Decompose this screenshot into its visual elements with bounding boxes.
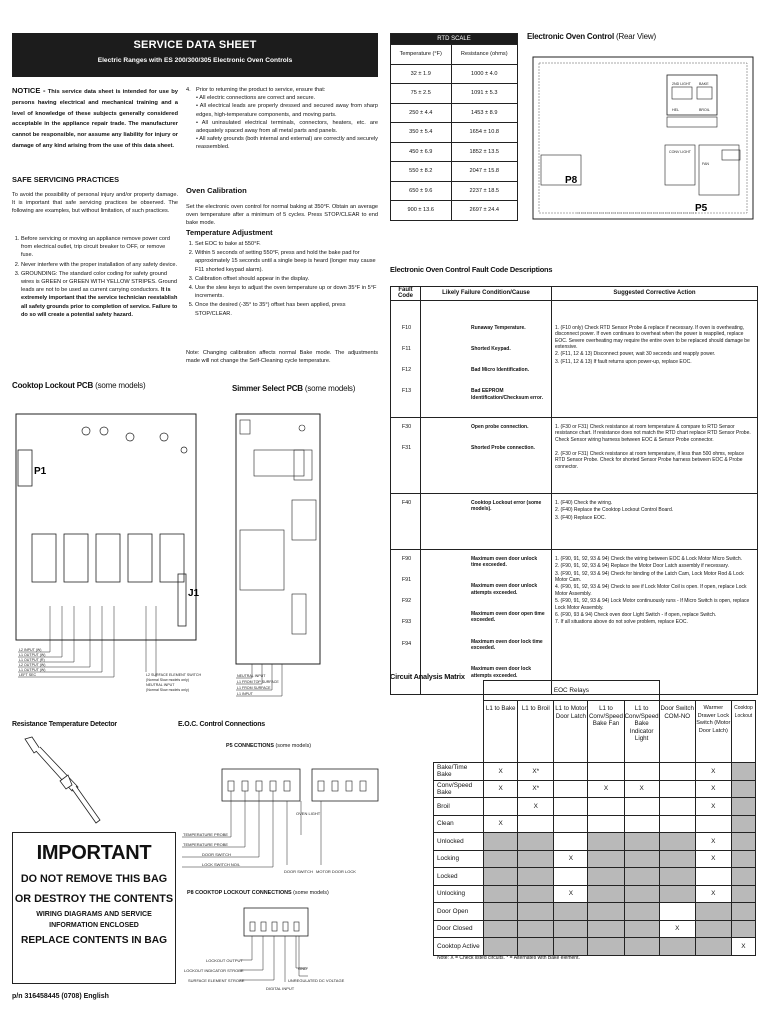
matrix-cell — [588, 868, 624, 886]
matrix-cell: X — [731, 938, 755, 956]
matrix-col: L1 to Bake — [484, 701, 518, 763]
matrix-row-label: Conv/Speed Bake — [434, 780, 484, 798]
fault-col-action: Suggested Corrective Action — [552, 287, 758, 301]
matrix-cell — [588, 798, 624, 816]
matrix-row — [434, 938, 756, 956]
rtd-row: 350 ± 5.4 1654 ± 10.8 — [391, 123, 518, 143]
important-line-4: INFORMATION ENCLOSED — [49, 922, 139, 929]
cooktop-pcb-diagram — [12, 410, 202, 710]
matrix-cell — [484, 868, 518, 886]
matrix-cell: X — [484, 763, 518, 781]
cal-step-4: 4. Use the slew keys to adjust the oven temperature up or down 35°F in 5°F increments. — [195, 284, 378, 300]
matrix-row — [434, 833, 756, 851]
rtd-col-res: Resistance (ohms) — [451, 45, 518, 65]
matrix-cell: X — [554, 850, 588, 868]
calibration-heading: Oven Calibration — [186, 186, 247, 195]
matrix-cell — [484, 920, 518, 938]
p1-label: P1 — [34, 466, 47, 477]
svg-text:TEMPERATURE PROBE: TEMPERATURE PROBE — [183, 842, 229, 847]
svg-text:2ND LIGHT: 2ND LIGHT — [672, 82, 691, 86]
matrix-row-label: Broil — [434, 798, 484, 816]
eoc-conn-heading: E.O.C. Control Connections — [178, 721, 265, 728]
matrix-heading: Circuit Analysis Matrix — [390, 672, 465, 681]
svg-text:L1 OUTPUT (W): L1 OUTPUT (W) — [19, 653, 46, 657]
calibration-steps — [186, 240, 378, 319]
svg-text:LEFT SEC: LEFT SEC — [19, 673, 37, 677]
p5-connections-label: P5 CONNECTIONS (some models) — [226, 743, 312, 749]
fault-row-f10: F10 F11 F12 F13 Runaway Temperature. Shorted Keypad. Bad Micro Identification. Bad EEPROM Identification/Checksum error. 1. (F10 only) Check RTD Sensor Probe & replace if necessary. If oven is overheating, disconnect power. If oven continues to overheat when the power is reapplied, replace EOC. Severe overheating may require the entire oven to be replaced should damage be extensive. 2. (F11, 12 & 13) Disconnect power, wait 30 seconds and reapply power. 3. (F11, 12 & 13) If fault returns upon power-up, replace EOC. — [391, 300, 758, 417]
matrix-note: Note: X = Check listed circuits. * = Alternates with Bake element. — [437, 955, 580, 961]
matrix-cell — [624, 815, 659, 833]
rtd-row: 75 ± 2.5 1091 ± 5.3 — [391, 84, 518, 104]
temp-adjust-heading: Temperature Adjustment — [186, 228, 273, 237]
svg-text:L1 OUTPUT (W): L1 OUTPUT (W) — [19, 668, 46, 672]
matrix-row-label: Door Closed — [434, 920, 484, 938]
matrix-cell — [518, 868, 554, 886]
matrix-col: L1 to Conv/Speed Bake Indicator Light — [624, 701, 659, 763]
matrix-row — [434, 780, 756, 798]
matrix-cell — [554, 815, 588, 833]
matrix-cell: X* — [518, 780, 554, 798]
safe-list — [12, 235, 178, 320]
matrix-row-label: Unlocked — [434, 833, 484, 851]
matrix-row — [434, 920, 756, 938]
matrix-row — [434, 798, 756, 816]
simmer-pcb-diagram — [232, 410, 382, 710]
matrix-cell — [624, 868, 659, 886]
matrix-row-label: Locking — [434, 850, 484, 868]
matrix-cell — [624, 833, 659, 851]
matrix-cell — [731, 885, 755, 903]
prior-bullet-4: • All safety grounds (both internal and external) are correctly and securely reassembled. — [196, 136, 378, 151]
matrix-cell: X — [695, 833, 731, 851]
svg-text:MOTOR DOOR LOCK: MOTOR DOOR LOCK — [316, 869, 356, 874]
doc-title: SERVICE DATA SHEET — [133, 39, 257, 51]
matrix-row — [434, 763, 756, 781]
important-line-3: WIRING DIAGRAMS AND SERVICE — [36, 911, 152, 918]
matrix-cell — [624, 903, 659, 921]
matrix-cell — [554, 780, 588, 798]
p8-label: P8 — [565, 175, 578, 186]
fault-heading: Electronic Oven Control Fault Code Descriptions — [390, 265, 553, 274]
rtd-scale-table — [390, 33, 518, 221]
matrix-cell — [731, 868, 755, 886]
svg-text:DOOR SWITCH: DOOR SWITCH — [202, 852, 231, 857]
svg-text:TEMPERATURE PROBE: TEMPERATURE PROBE — [183, 832, 229, 837]
matrix-cell — [518, 938, 554, 956]
matrix-cell — [659, 815, 695, 833]
matrix-col: Warmer Drawer Lock Switch (Motor Door Latch) — [695, 701, 731, 763]
matrix-cell — [731, 815, 755, 833]
rtd-row: 450 ± 6.9 1852 ± 13.5 — [391, 142, 518, 162]
matrix-cell: X — [695, 798, 731, 816]
matrix-cell — [624, 885, 659, 903]
matrix-cell — [518, 885, 554, 903]
eoc-rear-diagram — [527, 45, 759, 225]
svg-text:LOCKOUT INDICATOR STROBE: LOCKOUT INDICATOR STROBE — [184, 968, 244, 973]
matrix-cell — [624, 763, 659, 781]
matrix-cell — [624, 938, 659, 956]
matrix-cell — [484, 850, 518, 868]
cal-step-5: 5. Once the desired (-35° to 35°) offset has been applied, press STOP/CLEAR. — [195, 301, 378, 317]
matrix-cell — [554, 798, 588, 816]
rtd-row: 550 ± 8.2 2047 ± 15.8 — [391, 162, 518, 182]
matrix-cell — [731, 833, 755, 851]
matrix-cell — [659, 885, 695, 903]
svg-text:(Normal Slow models only): (Normal Slow models only) — [146, 688, 189, 692]
matrix-row-label: Door Open — [434, 903, 484, 921]
fault-row-f90: F90 F91 F92 F93 F94 Maximum oven door unlock time exceeded. Maximum oven door unlock attempts exceeded. Maximum oven door open time exceeded. Maximum oven door lock time exceeded. Maximum oven door lock attempts exceeded. 1. (F90, 91, 92, 93 & 94) Check the wiring between EOC & Lock Motor Micro Switch. 2. (F90, 91, 92, 93 & 94) Replace the Motor Door Latch assembly if necessary. 3. (F90, 91, 92, 93 & 94) Check for binding of the Latch Cam, Lock Motor Rod & Lock Motor Cam. 4. (F90, 91, 92, 93 & 94) Check to see if Lock Motor Coil is open. If open, replace Lock Motor Assembly. 5. (F90, 91, 92, 93 & 94) Lock Motor continuously runs - If Micro Switch is open, replace Lock Motor Assembly. 6. (F90, 93 & 94) Check oven door Light Switch - if open, replace Switch. 7. If all situations above do not solve problem, replace EOC. — [391, 549, 758, 694]
matrix-row — [434, 815, 756, 833]
rtd-row: 650 ± 9.6 2237 ± 18.5 — [391, 181, 518, 201]
matrix-cell: X — [484, 780, 518, 798]
p8-connections-label: P8 COOKTOP LOCKOUT CONNECTIONS (some models) — [187, 890, 329, 896]
matrix-body — [434, 763, 756, 956]
matrix-cell — [588, 815, 624, 833]
matrix-cell — [624, 920, 659, 938]
matrix-cell: X — [659, 920, 695, 938]
matrix-col: Door Switch COM-NO — [659, 701, 695, 763]
prior-bullet-1: • All electric connections are correct and secure. — [196, 95, 316, 102]
matrix-cell — [554, 763, 588, 781]
matrix-row-label: Clean — [434, 815, 484, 833]
matrix-cell — [554, 938, 588, 956]
matrix-row-label: Cooktop Active — [434, 938, 484, 956]
eoc-rear-heading: Electronic Oven Control (Rear View) — [527, 32, 656, 41]
matrix-cell: X — [695, 850, 731, 868]
matrix-cell — [731, 850, 755, 868]
rtd-probe-icon — [20, 735, 120, 835]
matrix-cell — [518, 815, 554, 833]
matrix-cell — [731, 763, 755, 781]
j1-label: J1 — [188, 588, 200, 599]
prior-section: 4. Prior to returning the product to service, ensure that: • All electric connections are correct and secure. • All electrical leads are properly dressed and secured away from sharp edges, high-temperature components, and moving parts. • All uninsulated electrical terminals, connectors, heaters, etc. are adequately spaced away from all metal parts and panels. • All safety grounds (both internal and external) are correctly and securely reassembled. — [186, 87, 378, 151]
matrix-cell: X — [695, 763, 731, 781]
matrix-cell — [659, 938, 695, 956]
matrix-cell — [588, 850, 624, 868]
p8-connector-diagram — [180, 902, 380, 1002]
fault-row-f40: F40 Cooktop Lockout error (some models). 1. (F40) Check the wiring. 2. (F40) Replace the Cooktop Lockout Control Board. 3. (F40) Replace EOC. — [391, 493, 758, 549]
matrix-cell — [731, 780, 755, 798]
simmer-pcb-heading: Simmer Select PCB (some models) — [232, 384, 356, 393]
svg-text:DOOR SWITCH: DOOR SWITCH — [284, 869, 313, 874]
matrix-row — [434, 850, 756, 868]
matrix-cell — [695, 868, 731, 886]
svg-text:BROIL: BROIL — [699, 108, 710, 112]
safe-heading: SAFE SERVICING PRACTICES — [12, 175, 120, 184]
svg-text:GND: GND — [298, 966, 307, 971]
matrix-cell — [659, 780, 695, 798]
matrix-cell — [484, 903, 518, 921]
matrix-cell — [659, 850, 695, 868]
matrix-cell — [659, 798, 695, 816]
matrix-col: Cooktop Lockout — [731, 701, 755, 763]
prior-bullet-3: • All uninsulated electrical terminals, connectors, heaters, etc. are adequately spaced away from all metal parts and panels. — [196, 119, 378, 135]
matrix-cell: X — [484, 815, 518, 833]
svg-text:L2 OUTPUT (W): L2 OUTPUT (W) — [19, 663, 46, 667]
fault-row-f30: F30 F31 Open probe connection. Shorted Probe connection. 1. (F30 or F31) Check resistance at room temperature & compare to RTD Sensor resistance chart. If resistance does not match the RTD chart replace RTD Sensor Probe. Check Sensor wiring harness between EOC & Sensor Probe connector. 2. (F30 or F31) Check resistance at room temperature, if less than 500 ohms, replace RTD Sensor Probe. Check for shorted Sensor Probe harness between EOC & Probe connector. — [391, 417, 758, 493]
matrix-cell — [659, 833, 695, 851]
matrix-cell — [554, 920, 588, 938]
svg-text:L2 INPUT (W): L2 INPUT (W) — [19, 648, 42, 652]
important-box — [12, 832, 176, 984]
matrix-cell: X — [695, 885, 731, 903]
matrix-cell — [484, 833, 518, 851]
matrix-cell — [695, 938, 731, 956]
matrix-cell — [731, 798, 755, 816]
doc-subtitle: Electric Ranges with ES 200/300/305 Electronic Oven Controls — [97, 57, 293, 64]
matrix-row-label: Locked — [434, 868, 484, 886]
header-banner — [12, 33, 378, 77]
matrix-cell — [518, 833, 554, 851]
calibration-note: Note: Changing calibration affects normal Bake mode. The adjustments made will not change the Self-Cleaning cycle temperature. — [186, 350, 378, 365]
matrix-cell — [518, 920, 554, 938]
matrix-cell — [484, 938, 518, 956]
circuit-matrix — [433, 680, 756, 956]
svg-text:L1 FROM TOP SURFACE: L1 FROM TOP SURFACE — [237, 680, 279, 684]
important-line-1: DO NOT REMOVE THIS BAG — [20, 873, 168, 885]
calibration-text: Set the electronic oven control for normal baking at 350°F. Obtain an average oven temperature after a minimum of 5 cycles. Press STOP/CLEAR to end bake mode. — [186, 204, 378, 227]
fault-col-code: Fault Code — [391, 287, 421, 301]
matrix-cell — [731, 920, 755, 938]
rtd-detector-heading: Resistance Temperature Detector — [12, 721, 117, 728]
svg-text:NEUTRAL INPUT: NEUTRAL INPUT — [237, 674, 266, 678]
matrix-row — [434, 885, 756, 903]
prior-bullet-2: • All electrical leads are properly dressed and secured away from sharp edges, high-temperature components, and moving parts. — [196, 103, 378, 118]
cal-step-3: 3. Calibration offset should appear in the display. — [195, 275, 378, 283]
matrix-cell — [518, 850, 554, 868]
matrix-cell — [695, 920, 731, 938]
svg-text:L1 INPUT: L1 INPUT — [237, 692, 253, 696]
rtd-col-temp: Temperature (°F) — [391, 45, 452, 65]
svg-text:L2 SURFACE ELEMENT SWITCH: L2 SURFACE ELEMENT SWITCH — [146, 673, 202, 677]
important-line-2: OR DESTROY THE CONTENTS — [14, 893, 174, 905]
matrix-cell — [554, 868, 588, 886]
matrix-cell — [484, 798, 518, 816]
rtd-row: 250 ± 4.4 1453 ± 8.9 — [391, 103, 518, 123]
svg-text:LOCKOUT OUTPUT: LOCKOUT OUTPUT — [206, 958, 243, 963]
matrix-cell — [659, 903, 695, 921]
matrix-cell — [695, 903, 731, 921]
matrix-cell — [588, 938, 624, 956]
matrix-row — [434, 868, 756, 886]
p5-label: P5 — [695, 203, 708, 214]
matrix-cell: X — [588, 780, 624, 798]
svg-text:LOCK SWITCH NO/L: LOCK SWITCH NO/L — [202, 862, 241, 867]
matrix-cell — [588, 833, 624, 851]
important-title: IMPORTANT — [36, 842, 152, 864]
p5-connector-diagram — [180, 755, 380, 885]
cal-step-2: 2. Within 5 seconds of setting 550°F, press and hold the bake pad for approximately 15 seconds until a single beep is heard (longer may cause F11 shorted keypad alarm). — [195, 249, 378, 274]
notice-label: NOTICE - — [12, 86, 46, 95]
matrix-cell — [659, 763, 695, 781]
matrix-row-label: Bake/Time Bake — [434, 763, 484, 781]
svg-text:UNREGULATED DC VOLTAGE: UNREGULATED DC VOLTAGE — [288, 978, 345, 983]
matrix-col: L1 to Conv/Speed Bake Fan — [588, 701, 624, 763]
svg-text:NEUTRAL INPUT: NEUTRAL INPUT — [146, 683, 175, 687]
notice — [12, 86, 178, 152]
matrix-cell: X — [518, 798, 554, 816]
matrix-cell — [518, 903, 554, 921]
svg-text:CONV LIGHT: CONV LIGHT — [669, 150, 691, 154]
svg-text:BAKE: BAKE — [699, 82, 709, 86]
rtd-row: 32 ± 1.9 1000 ± 4.0 — [391, 64, 518, 84]
safe-item-2: 2. Never interfere with the proper installation of any safety device. — [21, 261, 178, 269]
important-line-5: REPLACE CONTENTS IN BAG — [20, 935, 168, 946]
svg-text:SURFACE ELEMENT STROBE: SURFACE ELEMENT STROBE — [188, 978, 245, 983]
safe-item-3: 3. GROUNDING: The standard color coding for safety ground wires is GREEN or GREEN WITH YELLOW STRIPES. Ground leads are not to be used as current carrying conductors. It is extremely important that the service technician reestablish all safety grounds prior to completion of service. Failure to do so will create a potential safety hazard. — [21, 270, 178, 319]
matrix-cell: X — [695, 780, 731, 798]
matrix-col: L1 to Broil — [518, 701, 554, 763]
matrix-cell — [624, 798, 659, 816]
part-number: p/n 316458445 (0708) English — [12, 993, 109, 1000]
matrix-cell — [588, 885, 624, 903]
matrix-row — [434, 903, 756, 921]
safe-intro: To avoid the possibility of personal injury and/or property damage. It is important that safe servicing practices be observed. The following are examples, but without limitation, of such practices. — [12, 192, 178, 215]
cal-step-1: 1. Set EOC to bake at 550°F. — [195, 240, 378, 248]
svg-text:(Normal Slow models only): (Normal Slow models only) — [146, 678, 189, 682]
svg-text:L1 FROM SURFACE: L1 FROM SURFACE — [237, 686, 271, 690]
matrix-col: L1 to Motor Door Latch — [554, 701, 588, 763]
prior-intro: Prior to returning the product to service, ensure that: — [196, 87, 326, 93]
svg-text:FAN: FAN — [702, 162, 709, 166]
matrix-cell — [588, 763, 624, 781]
matrix-cell — [588, 920, 624, 938]
svg-text:L1 OUTPUT (R): L1 OUTPUT (R) — [19, 658, 45, 662]
rtd-row: 900 ± 13.6 2697 ± 24.4 — [391, 201, 518, 221]
matrix-cell — [554, 833, 588, 851]
matrix-row-label: Unlocking — [434, 885, 484, 903]
matrix-cell — [731, 903, 755, 921]
matrix-cell: X* — [518, 763, 554, 781]
notice-text: This service data sheet is intended for use by persons having electrical and mechanical training and a level of knowledge of these subjects generally considered acceptable in the appliance repair trade. The manufacturer cannot be responsible, nor assume any liability for injury or damage of any kind arising from the use of this data sheet. — [12, 89, 178, 149]
svg-text:DIGITAL INPUT: DIGITAL INPUT — [266, 986, 295, 991]
safe-item-1: 1. Before servicing or moving an appliance remove power cord from electrical outlet, trip circuit breaker to OFF, or remove fuse. — [21, 235, 178, 260]
matrix-cell — [624, 850, 659, 868]
matrix-cell — [484, 885, 518, 903]
matrix-cell: X — [554, 885, 588, 903]
fault-code-table — [390, 286, 758, 695]
matrix-cell — [695, 815, 731, 833]
cooktop-pcb-heading: Cooktop Lockout PCB (some models) — [12, 381, 146, 390]
svg-text:OVEN LIGHT: OVEN LIGHT — [296, 811, 321, 816]
fault-col-cond: Likely Failure Condition/Cause — [421, 287, 552, 301]
rtd-title: RTD SCALE — [391, 34, 518, 45]
matrix-cell — [554, 903, 588, 921]
matrix-cell: X — [624, 780, 659, 798]
eoc-relays-header: EOC Relays — [484, 681, 660, 701]
svg-text:HEL: HEL — [672, 108, 679, 112]
matrix-cell — [588, 903, 624, 921]
matrix-cell — [659, 868, 695, 886]
